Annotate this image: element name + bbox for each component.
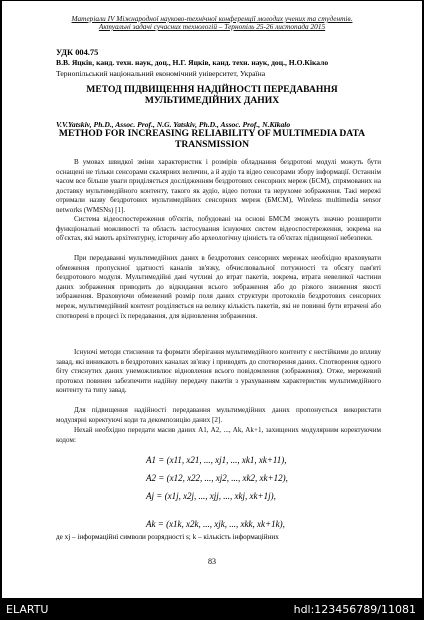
paragraph-1: В умовах швидкої зміни характеристик і розмірів обладнання бездротові модулі можуть бути оснащені не тільки сенсорами скалярних величин, а й аудіо та відео сенсорами збору інформації. Останнім часом все більше уваги приділяється дослідженням бездротових сенсорних мереж (БСМ), спрямованих на доставку мультимедійного контенту, такого як аудіо, відео потоки та нерухоме зображення. Такі мережі отримали назву бездротових мультимедійних сенсорних мереж (БМСМ), Wireless multimedia sensor networks (WMSNs) [1]. — [56, 158, 381, 214]
equation-ak: Ak = (x1k, x2k, ..., xjk, ..., xkk, xk+1k), — [146, 519, 285, 529]
header-line-2: Актуальні задачі сучасних технологій – Тернопіль 25-26 листопада 2015 — [98, 22, 326, 31]
paragraph-3: При передаванні мультимедійних даних в бездротових сенсорних мережах необхідно враховувати обмеження пропускної здатності каналів зв'язку, обчислювальної потужності та обсягу пам'яті бездротового модуля. Мультимедійні дані чутливі до втрат пакетів, зокрема, втрата невеликої частини даних зображення приводить до відкидання всього зображення або до різкого зниження якості зображення. Враховуючи обмежений розмір поля даних структури протоколів бездротових сенсорних мереж, мультимедійний контент розділяється на велику кількість пакетів, які не повинні бути втрачені або спотворені в процесі їх передавання, для відновлення зображення. — [56, 254, 381, 320]
affiliation: Тернопільський національний економічний університет, Україна — [56, 69, 266, 78]
paragraph-5: Для підвищення надійності передавання мультимедійних даних пропонується використати модулярні коректуючі коди та декомпозицію даних [2]. — [56, 406, 381, 424]
document-page — [2, 1, 422, 598]
equation-a1: A1 = (x11, x21, ..., xj1, ..., xk1, xk+11), — [146, 455, 287, 465]
title-en: METHOD FOR INCREASING RELIABILITY OF MULTIMEDIA DATA TRANSMISSION — [58, 128, 366, 150]
repository-label: ELARTU — [6, 603, 49, 616]
conference-header — [2, 15, 422, 31]
paragraph-6: Нехай необхідно передати масив даних A1, A2, ..., Ak, Ak+1, захищених модулярним коректуючим кодом: — [56, 426, 381, 444]
authors-uk: В.В. Яцків, канд. техн. наук, доц., Н.Г. Яцків, канд. техн. наук, доц., Н.О.Кікало — [56, 58, 329, 67]
variable-note: де xj – інформаційні символи розрядності s; k – кількість інформаційних — [56, 533, 279, 541]
paragraph-2: Система відеоспостереження об'єктів, побудовані на основі БМСМ зможуть значно розширити функціональні можливості та область застосування існуючих систем відеоспостереження, зокрема на об'єктах, які мають архітектурну, історичну або археологічну цінність та об'єктах підвищеної небезпеки. — [56, 215, 381, 243]
equation-aj: Aj = (x1j, x2j, ..., xjj, ..., xkj, xk+1j), — [146, 491, 276, 501]
equation-a2: A2 = (x12, x22, ..., xj2, ..., xk2, xk+12), — [146, 473, 288, 483]
title-uk: МЕТОД ПІДВИЩЕННЯ НАДІЙНОСТІ ПЕРЕДАВАННЯ МУЛЬТИМЕДІЙНИХ ДАНИХ — [86, 84, 338, 106]
paragraph-4: Існуючі методи стиснення та формати зберігання мультимедійного контенту є нестійкими до впливу завад, які виникають в бездротових каналах зв'язку і приводять до спотворення даних. Спотворення одного біту стиснутих даних унеможливлює відновлення всього повідомлення (зображення). Отже, мережевий протокол повинен забезпечити надійну передачу пакетів з урахуванням характеристик мультимедійного контенту та типу завад. — [56, 348, 381, 395]
authors-en: V.V.Yatskiv, Ph.D., Assoc. Prof., N.G. Yatskiv, Ph.D., Assoc. Prof., N.Kikalo — [56, 120, 291, 129]
page-number: 83 — [208, 557, 216, 566]
handle-id: hdl:123456789/11081 — [293, 603, 416, 616]
header-line-1: Матеріали IV Міжнародної науково-технічної конференції молодих учених та студентів. — [71, 14, 353, 23]
udc-code: УДК 004.75 — [56, 48, 99, 57]
